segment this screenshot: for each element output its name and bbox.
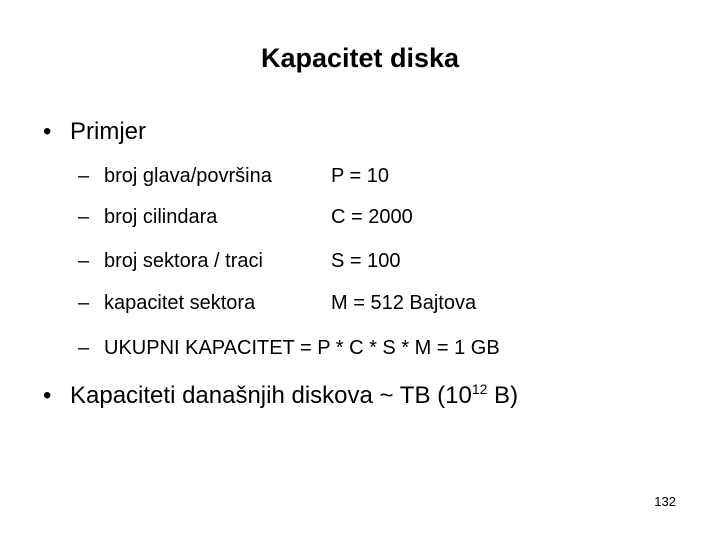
bullet-text-after: B) <box>487 382 519 409</box>
sub-item-label: broj sektora / traci <box>104 250 263 272</box>
dash-marker: – <box>78 206 90 228</box>
sub-item-value: C = 2000 <box>331 206 413 228</box>
sub-item-label: kapacitet sektora <box>104 292 256 314</box>
bullet-text: Kapaciteti današnjih diskova ~ TB (10 <box>70 382 472 409</box>
bullet-primjer <box>43 117 146 147</box>
sub-item-value: P = 10 <box>331 165 390 187</box>
bullet-kapaciteti <box>43 381 518 411</box>
bullet-superscript: 12 <box>471 381 488 397</box>
sub-item-value: S = 100 <box>331 250 401 272</box>
sub-item-label: broj glava/površina <box>104 165 272 187</box>
dash-marker: – <box>78 250 90 272</box>
sub-item-total: UKUPNI KAPACITET = P * C * S * M = 1 GB <box>104 337 500 359</box>
sub-item-value: M = 512 Bajtova <box>331 292 477 314</box>
slide-title: Kapacitet diska <box>260 43 460 73</box>
bullet-text: Primjer <box>70 118 146 145</box>
sub-item-cilindara <box>78 204 413 230</box>
sub-item-glava <box>78 163 389 189</box>
sub-item-label: broj cilindara <box>104 206 218 228</box>
sub-item-kapacitet-sektora <box>78 290 476 316</box>
sub-item-ukupni <box>78 335 500 361</box>
bullet-dot: • <box>43 382 52 409</box>
bullet-dot: • <box>43 118 52 145</box>
dash-marker: – <box>78 292 90 314</box>
dash-marker: – <box>78 337 90 359</box>
page-number: 132 <box>654 494 676 509</box>
dash-marker: – <box>78 165 90 187</box>
sub-item-sektora <box>78 248 401 274</box>
